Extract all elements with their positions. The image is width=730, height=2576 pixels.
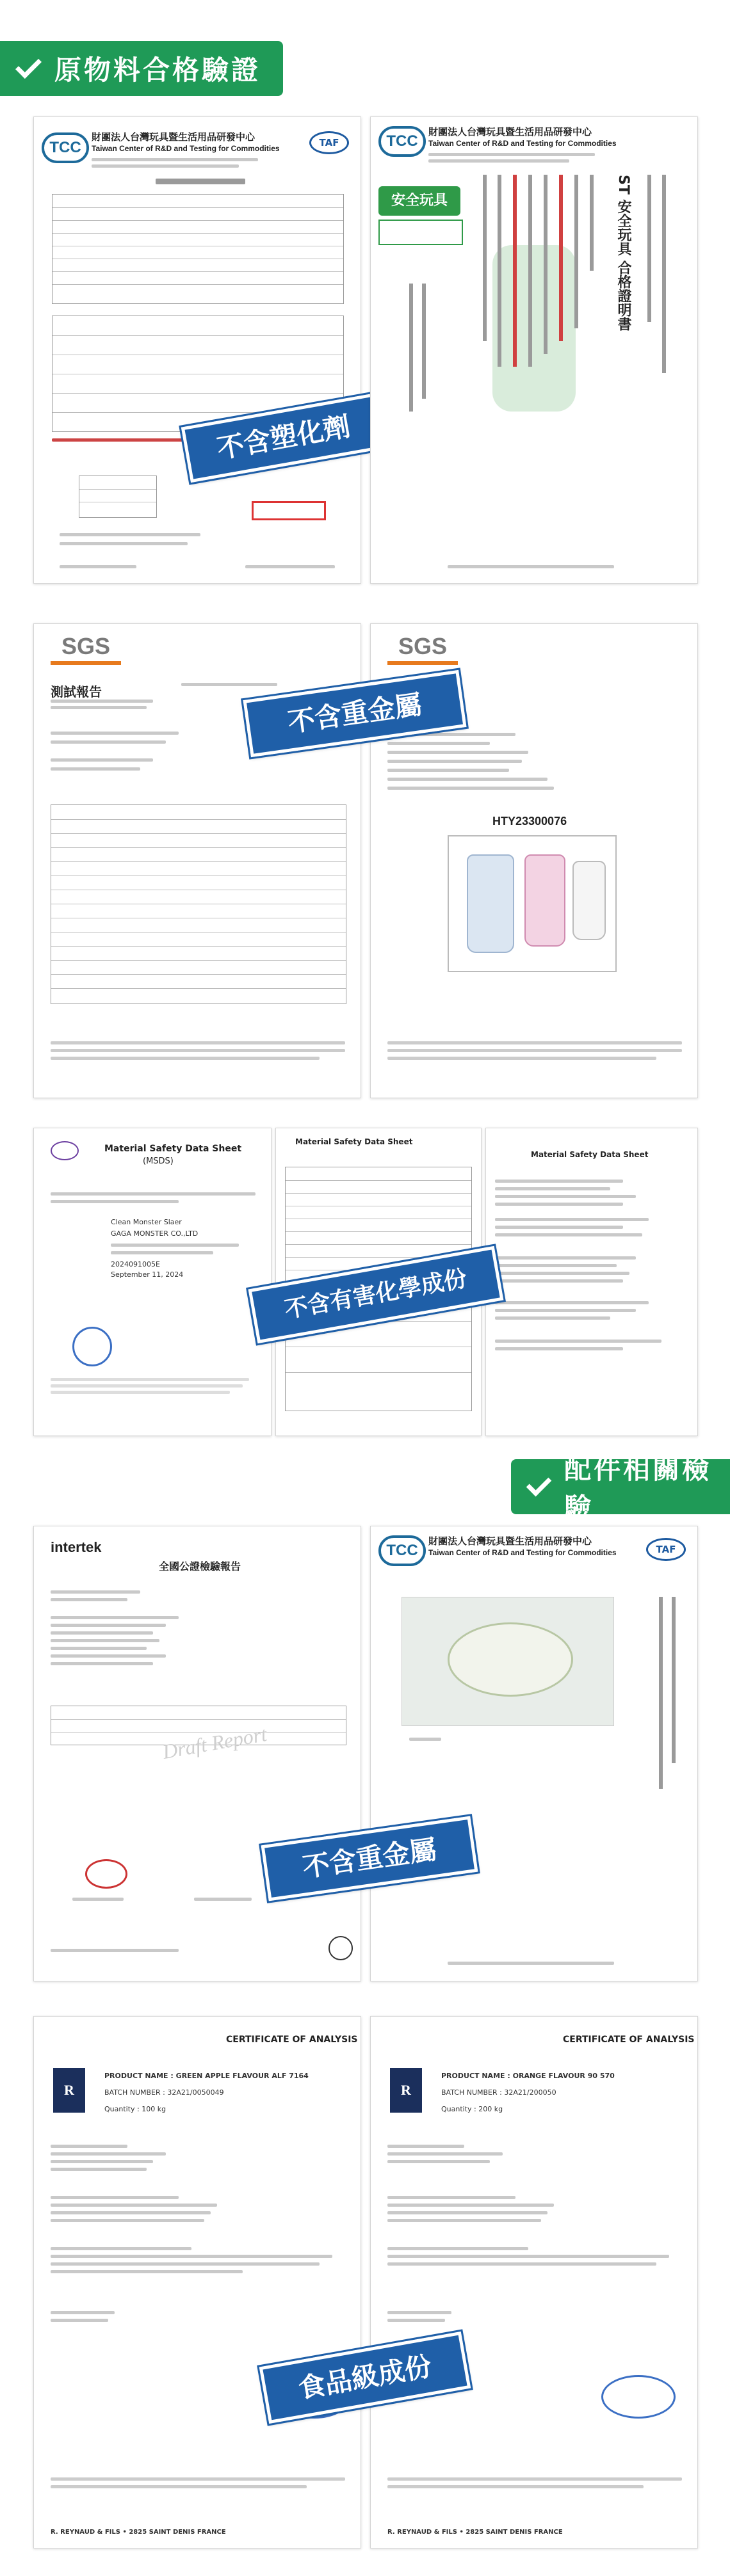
linkedin-icon bbox=[328, 1936, 353, 1960]
intertek-logo: intertek bbox=[51, 1539, 102, 1555]
stamp-no-hazardous-chemicals: 不含有害化學成份 bbox=[248, 1246, 503, 1343]
section-banner-raw-materials bbox=[0, 41, 283, 96]
taf-logo: TAF bbox=[309, 131, 349, 154]
tcc-logo-2: TCC bbox=[378, 126, 426, 157]
msds-sample: Clean Monster Slaer bbox=[111, 1218, 182, 1226]
st-certificate: TCC 財團法人台灣玩具暨生活用品研發中心 Taiwan Center of R&D and Testing for Commodities 安全玩具 ST 安全玩具 合格證明書 bbox=[370, 116, 698, 584]
coa-orange: CERTIFICATE OF ANALYSIS R PRODUCT NAME : ORANGE FLAVOUR 90 570 BATCH NUMBER : 32A21/200050 Quantity : 200 kg R. REYNAUD & FILS • 2825 SAINT DENIS FRANCE bbox=[370, 2016, 698, 2548]
msds-client: GAGA MONSTER CO.,LTD bbox=[111, 1229, 199, 1238]
msds-page-3: Material Safety Data Sheet bbox=[485, 1128, 698, 1436]
report-table-1 bbox=[52, 194, 344, 304]
intertek-report bbox=[33, 1526, 361, 1981]
tcc-name-en: Taiwan Center of R&D and Testing for Commodities bbox=[92, 144, 280, 153]
intertek-title: 全國公證檢驗報告 bbox=[159, 1560, 241, 1572]
msds-page-2: Material Safety Data Sheet bbox=[275, 1128, 482, 1436]
msds-title: Material Safety Data Sheet bbox=[104, 1144, 242, 1154]
sgs-logo-2: SGS bbox=[387, 630, 458, 662]
st-safe-toy-badge: 安全玩具 bbox=[378, 186, 460, 216]
tcc-test-report bbox=[33, 116, 361, 584]
sample-jar bbox=[448, 1622, 573, 1697]
red-seal bbox=[252, 501, 326, 520]
st-cert-title: ST 安全玩具 合格證明書 bbox=[615, 175, 631, 332]
st-watermark bbox=[492, 245, 576, 412]
draft-report-watermark: Draft Report bbox=[161, 1722, 269, 1764]
check-icon-2 bbox=[526, 1471, 552, 1496]
sgs-title: 測試報告 bbox=[51, 684, 102, 700]
product-bottle-blue bbox=[467, 854, 514, 953]
check-icon bbox=[15, 52, 42, 78]
stamp-no-heavy-metal-2: 不含重金屬 bbox=[261, 1816, 478, 1901]
product-bottle-white bbox=[572, 861, 606, 940]
coa-header: CERTIFICATE OF ANALYSIS bbox=[226, 2035, 358, 2045]
stamp-food-grade: 食品級成份 bbox=[259, 2332, 471, 2424]
tcc-photo-report: TCC 財團法人台灣玩具暨生活用品研發中心 Taiwan Center of R&D and Testing for Commodities TAF bbox=[370, 1526, 698, 1981]
section-banner-accessories bbox=[511, 1453, 730, 1523]
stamp-no-plasticizer: 不含塑化劑 bbox=[181, 393, 387, 483]
msds-number: 2024091005E bbox=[111, 1260, 160, 1268]
coa-footer: R. REYNAUD & FILS • 2825 SAINT DENIS FRANCE bbox=[51, 2529, 226, 2536]
msds-issue-date: September 11, 2024 bbox=[111, 1270, 184, 1279]
tcc-logo: TCC bbox=[42, 132, 89, 163]
msds-seal bbox=[72, 1327, 112, 1366]
msds-cover: Material Safety Data Sheet (MSDS) Clean Monster Slaer GAGA MONSTER CO.,LTD 2024091005E September 11, 2024 bbox=[33, 1128, 272, 1436]
tcc-logo-3: TCC bbox=[378, 1535, 426, 1566]
sgs-product-code: HTY23300076 bbox=[492, 815, 567, 828]
coa-batch: BATCH NUMBER : 32A21/0050049 bbox=[104, 2088, 224, 2097]
sgs-logo: SGS bbox=[51, 630, 121, 662]
rf-logo: R bbox=[53, 2068, 85, 2113]
intertek-seal bbox=[85, 1859, 127, 1889]
coa-quantity: Quantity : 100 kg bbox=[104, 2105, 166, 2113]
stamp-no-heavy-metal: 不含重金屬 bbox=[243, 670, 466, 757]
product-bottle-pink bbox=[524, 854, 565, 947]
msds-logo bbox=[51, 1141, 79, 1160]
tcc-name-cn: 財團法人台灣玩具暨生活用品研發中心 bbox=[92, 131, 256, 143]
section-title-2: 配件相關檢驗 bbox=[564, 1453, 712, 1523]
sgs-table bbox=[51, 804, 346, 1004]
coa-green-apple bbox=[33, 2016, 361, 2548]
section-title: 原物料合格驗證 bbox=[54, 54, 261, 86]
coa-product-name: PRODUCT NAME : GREEN APPLE FLAVOUR ALF 7164 bbox=[104, 2072, 309, 2080]
